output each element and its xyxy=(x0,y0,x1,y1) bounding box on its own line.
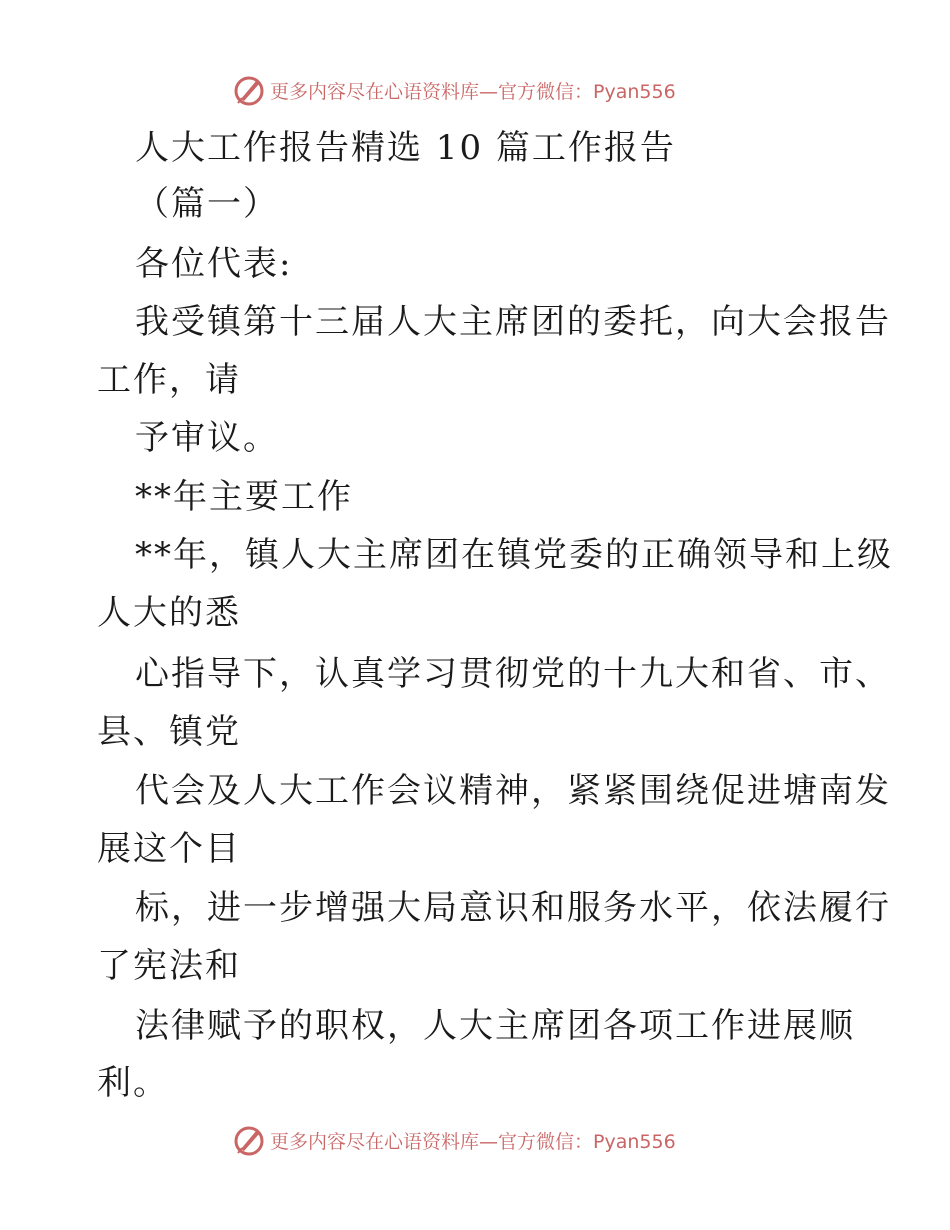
paragraph-line: 法律赋予的职权，人大主席团各项工作进展顺 xyxy=(135,1006,855,1046)
paragraph-line: 予审议。 xyxy=(135,418,279,458)
paragraph-line: 各位代表: xyxy=(135,244,293,284)
paragraph-line: 标，进一步增强大局意识和服务水平，依法履行 xyxy=(135,888,891,928)
watermark-header xyxy=(232,72,676,108)
paragraph-line: 工作，请 xyxy=(97,360,241,400)
paragraph-line: 利。 xyxy=(97,1063,169,1103)
document-title: 人大工作报告精选 10 篇工作报告 xyxy=(135,128,676,168)
paragraph-line: 展这个目 xyxy=(97,829,241,869)
paragraph-line: **年主要工作 xyxy=(135,477,353,517)
watermark-text: 更多内容尽在心语资料库—官方微信：Pyan556 xyxy=(270,1130,676,1153)
paragraph-line: 了宪法和 xyxy=(97,946,241,986)
paragraph-line: 我受镇第十三届人大主席团的委托，向大会报告 xyxy=(135,302,891,342)
paragraph-line: 人大的悉 xyxy=(97,593,241,633)
quill-pen-logo-icon xyxy=(232,1123,266,1157)
watermark-text: 更多内容尽在心语资料库—官方微信：Pyan556 xyxy=(270,80,676,103)
paragraph-line: **年，镇人大主席团在镇党委的正确领导和上级 xyxy=(135,535,893,575)
paragraph-line: 心指导下，认真学习贯彻党的十九大和省、市、 xyxy=(135,654,891,694)
quill-pen-logo-icon xyxy=(232,73,266,107)
watermark-footer xyxy=(232,1122,676,1158)
paragraph-line: 县、镇党 xyxy=(97,712,241,752)
paragraph-line: 代会及人大工作会议精神，紧紧围绕促进塘南发 xyxy=(135,771,891,811)
section-heading: （篇一） xyxy=(135,184,279,224)
